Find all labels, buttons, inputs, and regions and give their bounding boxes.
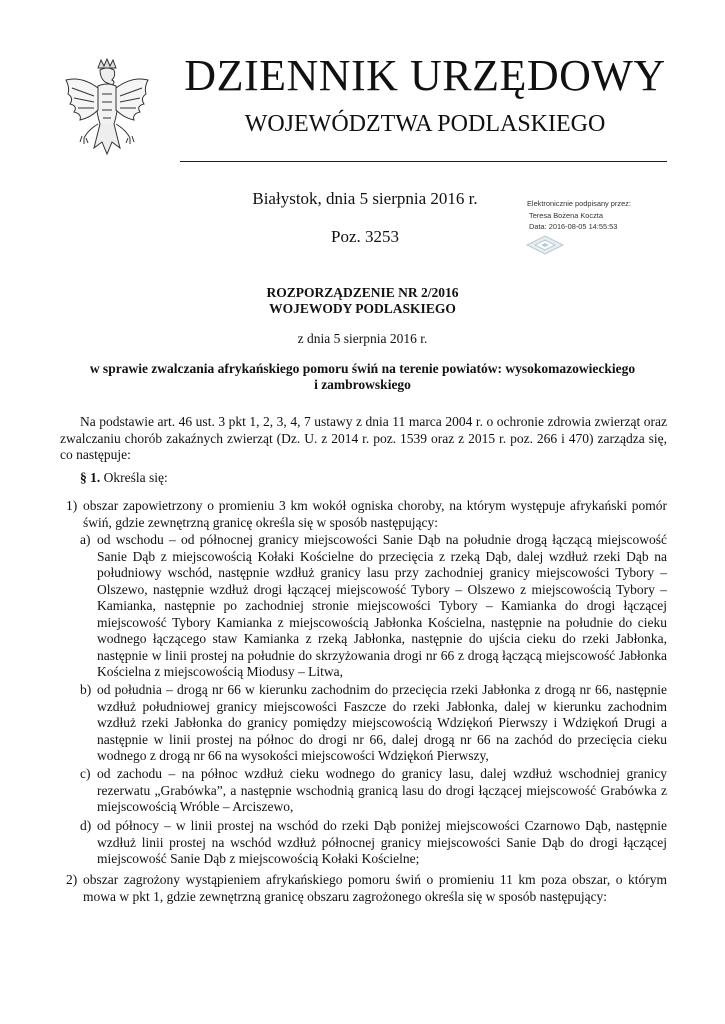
act-title-line-2: WOJEWODY PODLASKIEGO: [269, 301, 456, 316]
eagle-emblem-icon: [60, 58, 154, 170]
list-item: [80, 766, 667, 816]
list-item: [80, 532, 667, 681]
list-item: [80, 818, 667, 868]
item-2-number: 2): [66, 872, 78, 887]
paragraph-1-label: § 1.: [80, 470, 101, 485]
item-c-text: od zachodu – na północ wzdłuż cieku wodnego do granicy lasu, dalej wzdłuż wschodniej granicy rezerwatu „Grabówka”, a następnie wschodnią granicą lasu do drogi łączącej miejscowość Grabówka z miejscowością Wróble – Arciszewo,: [97, 766, 667, 814]
item-b-label: b): [80, 682, 92, 697]
item-a-label: a): [80, 532, 91, 547]
list-item: [80, 682, 667, 765]
item-2-text: obszar zagrożony wystąpieniem afrykańskiego pomoru świń o promieniu 11 km poza obszar, o którym mowa w pkt 1, gdzie zewnętrzną granicę obszaru zagrożonego określa się w sposób następujący:: [83, 872, 667, 904]
list-item: [60, 498, 667, 531]
item-1-text: obszar zapowietrzony o promieniu 3 km wokół ogniska choroby, na którym występuje afrykański pomór świń, gdzie zewnętrzną granicę określa się w sposób następujący:: [83, 498, 667, 530]
act-subject-line-1: w sprawie zwalczania afrykańskiego pomoru świń na terenie powiatów: wysokomazowieckiego: [89, 361, 636, 376]
item-b-text: od południa – drogą nr 66 w kierunku zachodnim do przecięcia rzeki Jabłonka z drogą nr 66, następnie wzdłuż południowej granicy miejscowości Faszcze do rzeki Jabłonka, dalej w kierunku zachodnim wzdłuż rzeki Jabłonka do granicy pomiędzy miejscowością Wdziękoń Pierwszy i Wdziękoń Drugi a następnie w linii prostej na północ do drogi nr 66, dalej drogą nr 66 na zachód do przecięcia cieku wodnego z drogą nr 66 na wysokości miejscowości Wdziękoń Pierwszy,: [97, 682, 667, 763]
paragraph-1-text: Określa się:: [103, 470, 168, 485]
item-d-text: od północy – w linii prostej na wschód do rzeki Dąb poniżej miejscowości Czarnowo Dąb, następnie wzdłuż linii prostej na wschód wzdłuż północnej granicy miejscowości Sanie Dąb do drogi łączącej miejscowość Sanie Dąb z miejscowością Kołaki Kościelne;: [97, 818, 667, 866]
signature-line-1: Elektronicznie podpisany przez:: [527, 199, 631, 208]
item-1-number: 1): [66, 498, 78, 513]
list-item: [60, 872, 667, 905]
act-subject-line-2: i zambrowskiego: [314, 377, 411, 392]
paragraph-1: [80, 470, 580, 487]
journal-title: DZIENNIK URZĘDOWY: [184, 51, 666, 100]
signature-line-3: Data: 2016-08-05 14:55:53: [529, 222, 618, 231]
item-a-text: od wschodu – od północnej granicy miejscowości Sanie Dąb na południe drogą łączącą miejscowość Sanie Dąb z miejscowością Kołaki Kościelne do przecięcia z rzeką Dąb, dalej wzdłuż rzeki Dąb na południowy wschód, następnie wzdłuż granicy lasu przy zachodniej granicy miejscowości Tybory – Olszewo, następnie wzdłuż drogi łączącej miejscowość Tybory – Olszewo z miejscowością Tybory – Kamianka, następnie po zachodniej stronie miejscowości Tybory – Kamianka do drogi łączącej miejscowość Tybory Kamianka z miejscowością Jabłonka Kościelna, następnie na południe do cieku wodnego łączącego staw Kamianka z rzeką Jabłonka, następnie do ujścia cieku do rzeki Jabłonka, następnie w linii prostej na południe do skrzyżowania drogi nr 66 z drogą łączącą miejscowość Jabłonka Kościelna z miejscowością Miodusy – Litwa,: [97, 532, 667, 679]
header-divider: [180, 161, 667, 162]
legal-basis-text: Na podstawie art. 46 ust. 3 pkt 1, 2, 3, 4, 7 ustawy z dnia 11 marca 2004 r. o ochronie zdrowia zwierząt oraz zwalczaniu chorób zakaźnych zwierząt (Dz. U. z 2014 r. poz. 1539 oraz z 2015 r. poz. 266 i 470) zarządza się, co następuje:: [60, 414, 667, 463]
position-number: Poz. 3253: [331, 227, 399, 246]
item-c-label: c): [80, 766, 91, 781]
electronic-signature: [527, 198, 717, 233]
signature-line-2: Teresa Bożena Koczta: [529, 210, 603, 220]
item-d-label: d): [80, 818, 92, 833]
place-and-date: Białystok, dnia 5 sierpnia 2016 r.: [252, 189, 478, 208]
act-date: z dnia 5 sierpnia 2016 r.: [297, 331, 428, 346]
journal-subtitle: WOJEWÓDZTWA PODLASKIEGO: [244, 111, 606, 137]
act-title-line-1: ROZPORZĄDZENIE NR 2/2016: [266, 285, 459, 300]
legal-basis-paragraph: [60, 414, 667, 464]
signature-seal-icon: [525, 234, 565, 256]
